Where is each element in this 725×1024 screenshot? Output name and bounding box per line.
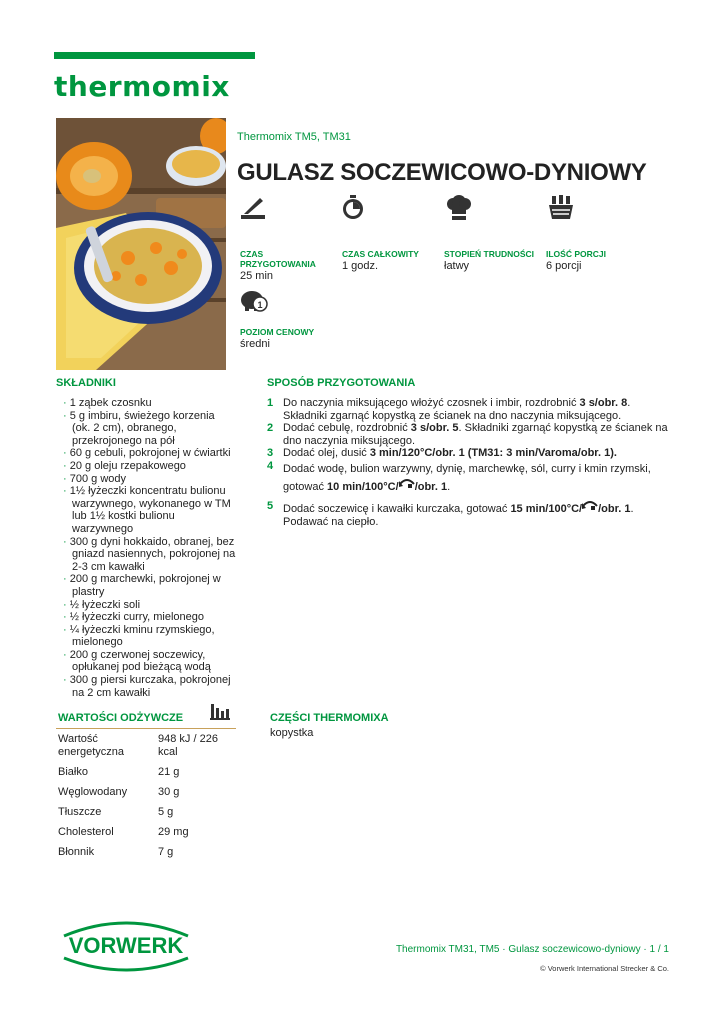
meta-portions-label: ILOŚĆ PORCJI — [546, 249, 606, 259]
list-item: · 200 g czerwonej soczewicy, opłukanej pod bieżącą wodą — [63, 648, 211, 674]
bar-chart-icon — [210, 702, 230, 720]
recipe-photo — [56, 118, 226, 370]
step-item: 3 Dodać olej, dusić 3 min/120°C/obr. 1 (TM31: 3 min/Varoma/obr. 1). — [267, 447, 617, 460]
step-item: 5 Dodać soczewicę i kawałki kurczaka, gotować 15 min/100°C/ /obr. 1. Podawać na ciepło. — [267, 499, 634, 528]
chef-hat-icon — [446, 195, 472, 221]
ingredients-heading: SKŁADNIKI — [56, 377, 116, 389]
knife-board-icon — [240, 195, 266, 221]
list-item: · 1 ząbek czosnku — [63, 397, 152, 409]
table-row: Cholesterol 29 mg — [58, 826, 189, 838]
step-item: 4 Dodać wodę, bulion warzywny, dynię, marchewkę, sól, curry i kmin rzymski, gotować 10 min/100°C/ /obr. 1. — [267, 459, 651, 493]
piggy-bank-icon — [240, 287, 268, 313]
list-item: · 5 g imbiru, świeżego korzenia (ok. 2 cm), obranego, przekrojonego na pół — [63, 409, 215, 447]
meta-difficulty-label: STOPIEŃ TRUDNOŚCI — [444, 249, 535, 259]
parts-value: kopystka — [270, 727, 314, 739]
list-item: · 60 g cebuli, pokrojonej w ćwiartki — [63, 447, 231, 460]
basket-icon — [548, 195, 574, 221]
meta-total-value: 1 godz. — [342, 260, 379, 272]
meta-total-label: CZAS CAŁKOWITY — [342, 249, 419, 259]
method-steps — [267, 397, 677, 528]
method-heading: SPOSÓB PRZYGOTOWANIA — [267, 377, 416, 389]
meta-prep — [240, 249, 335, 282]
header-accent-bar — [54, 52, 255, 59]
meta-difficulty-value: łatwy — [444, 260, 470, 272]
list-item: · 20 g oleju rzepakowego — [63, 459, 186, 472]
meta-price-value: średni — [240, 338, 270, 350]
list-item: · ½ łyżeczki soli — [63, 598, 141, 611]
ingredients-list — [56, 397, 236, 699]
stopwatch-icon — [341, 195, 365, 221]
meta-price — [240, 327, 350, 350]
table-row: Węglowodany 30 g — [58, 786, 180, 798]
step-item: 2 Dodać cebulę, rozdrobnić 3 s/obr. 5. Składniki zgarnąć kopystką ze ścianek na dno naczynia miksującego. — [267, 422, 668, 447]
meta-price-label: POZIOM CENOWY — [240, 327, 315, 337]
list-item: · 300 g piersi kurczaka, pokrojonej na 2 cm kawałki — [63, 674, 231, 699]
step-item: 1 Do naczynia miksującego włożyć czosnek i imbir, rozdrobnić 3 s/obr. 8. Składniki zgarnąć kopystką ze ścianek na dno naczynia miksującego. — [267, 397, 631, 422]
table-row: Tłuszcze 5 g — [58, 806, 174, 818]
recipe-title: GULASZ SOCZEWICOWO-DYNIOWY — [237, 159, 647, 186]
table-row: Białko 21 g — [58, 766, 180, 778]
table-row: Wartość energetyczna 948 kJ / 226 kcal — [58, 733, 218, 758]
list-item: · 200 g marchewki, pokrojonej w plastry — [63, 573, 221, 598]
meta-portions — [546, 249, 646, 272]
thermomix-logo: thermomix — [54, 70, 230, 103]
list-item: · ¼ łyżeczki kminu rzymskiego, mielonego — [63, 623, 215, 649]
svg-text:1: 1 — [257, 300, 263, 310]
vorwerk-logo — [56, 916, 196, 972]
meta-prep-label: CZAS PRZYGOTOWANIA — [240, 249, 316, 269]
counter-clockwise-icon — [399, 478, 415, 489]
table-row: Błonnik 7 g — [58, 846, 174, 858]
list-item: · 700 g wody — [63, 472, 126, 485]
list-item: · 300 g dyni hokkaido, obranej, bez gniazd nasiennych, pokrojonej na 2-3 cm kawałki — [63, 535, 236, 573]
meta-prep-value: 25 min — [240, 270, 274, 282]
recipe-models: Thermomix TM5, TM31 — [237, 131, 351, 143]
nutrition-table — [56, 733, 233, 866]
parts-heading: CZĘŚCI THERMOMIXA — [270, 712, 389, 724]
page-footer: Thermomix TM31, TM5 · Gulasz soczewicowo-dyniowy · 1 / 1 — [395, 944, 669, 955]
svg-text:VORWERK: VORWERK — [68, 933, 184, 958]
nutrition-heading: WARTOŚCI ODŻYWCZE — [58, 712, 184, 724]
nutrition-divider — [56, 728, 236, 729]
list-item: · 1½ łyżeczki koncentratu bulionu warzywnego, wykonanego w TM lub 1½ kostki bulionu warzywnego — [63, 485, 231, 535]
copyright: © Vorwerk International Strecker & Co. — [540, 964, 669, 973]
meta-portions-value: 6 porcji — [546, 260, 582, 272]
meta-difficulty — [444, 249, 544, 272]
list-item: · ½ łyżeczki curry, mielonego — [63, 611, 205, 624]
counter-clockwise-icon — [582, 500, 598, 511]
meta-total — [342, 249, 442, 272]
